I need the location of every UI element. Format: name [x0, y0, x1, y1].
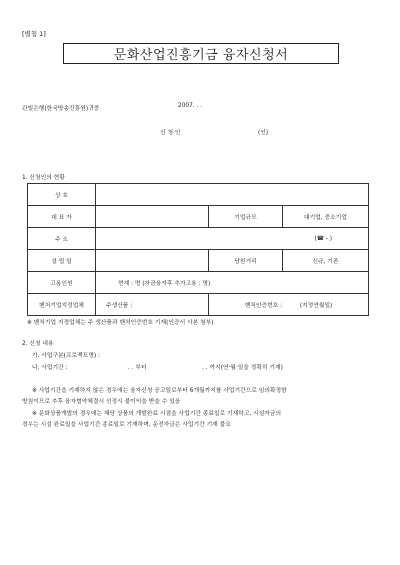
note-line: 경우는 시설 완료일을 사업기간 종료일로 기재하며, 운전자금은 사업기간 기재 불요 — [22, 422, 231, 428]
table-row — [28, 184, 369, 206]
established-label: 설 립 일 — [28, 250, 96, 272]
address-label: 주 소 — [28, 228, 96, 250]
application-date: 2007. . . — [178, 103, 202, 109]
employment-label: 고용인원 — [28, 272, 96, 294]
attachment-tag: [별첨 1] — [22, 30, 46, 38]
company-name-label: 상 호 — [28, 184, 96, 206]
business-category: 가. 사업구분(프로젝트명) : — [32, 353, 101, 359]
company-size-label: 기업규모 — [209, 206, 283, 228]
company-size-options[interactable]: 대기업, 중소기업 — [283, 206, 369, 228]
seal-mark: (인) — [258, 130, 269, 136]
region-options[interactable]: 신규, 기존 — [283, 250, 369, 272]
addressee: 관빌은행(한국방송진흥원)귀중 — [22, 106, 100, 112]
company-name-field[interactable] — [96, 184, 369, 206]
table-row — [28, 228, 369, 250]
table-row — [28, 206, 369, 228]
venture-note: ※ 벤처기업 지정업체는 주 생산품과 벤처인증번호 기재(인증서 사본 첨부) — [27, 320, 214, 326]
note-line: ※ 사업기간을 기재하지 않은 경우에는 융자신청 공고일로부터 6개월까지를 사업기간으로 임의확정함 — [32, 388, 287, 394]
venture-cert-note: (지정연월일) — [299, 303, 333, 309]
form-title: 문화산업진흥기금 융자신청서 — [63, 43, 339, 64]
business-period-from: . . 부터 — [128, 365, 147, 371]
venture-cert-field[interactable] — [209, 294, 369, 316]
section1-title: 1. 신청인의 현황 — [22, 175, 65, 181]
section2-title: 2. 신청 내용 — [22, 341, 54, 347]
applicant-label: 신 청 인 — [160, 130, 181, 136]
table-row — [28, 272, 369, 294]
ceo-label: 대 표 자 — [28, 206, 96, 228]
address-field[interactable]: (☎ - ) — [96, 228, 369, 250]
ceo-field[interactable] — [96, 206, 209, 228]
applicant-status-table — [27, 183, 369, 316]
venture-label: 벤처기업지정업체 — [28, 294, 96, 316]
employment-field[interactable]: 현재 : 명 (자금융자후 추가고용 : 명) — [96, 272, 369, 294]
venture-cert-label: 벤처인증번호 : — [244, 303, 283, 309]
main-product-field[interactable]: 주생산품 : — [96, 294, 209, 316]
business-period-label: 나. 사업기간 : — [32, 365, 68, 371]
note-line: ※ 문화상품개발의 경우에는 해당 상품의 개발완료 시점을 사업기간 종료일로 기재하고, 시설자금의 — [32, 411, 282, 417]
region-label: 당원거리 — [209, 250, 283, 272]
business-period-to: . . 까지(연·월·일을 정확히 기재) — [202, 365, 283, 371]
table-row — [28, 294, 369, 316]
established-field[interactable] — [96, 250, 209, 272]
note-line: 방침이므로 추후 융자협약체결시 선정시 불이익을 받을 수 있음 — [22, 399, 181, 405]
table-row — [28, 250, 369, 272]
